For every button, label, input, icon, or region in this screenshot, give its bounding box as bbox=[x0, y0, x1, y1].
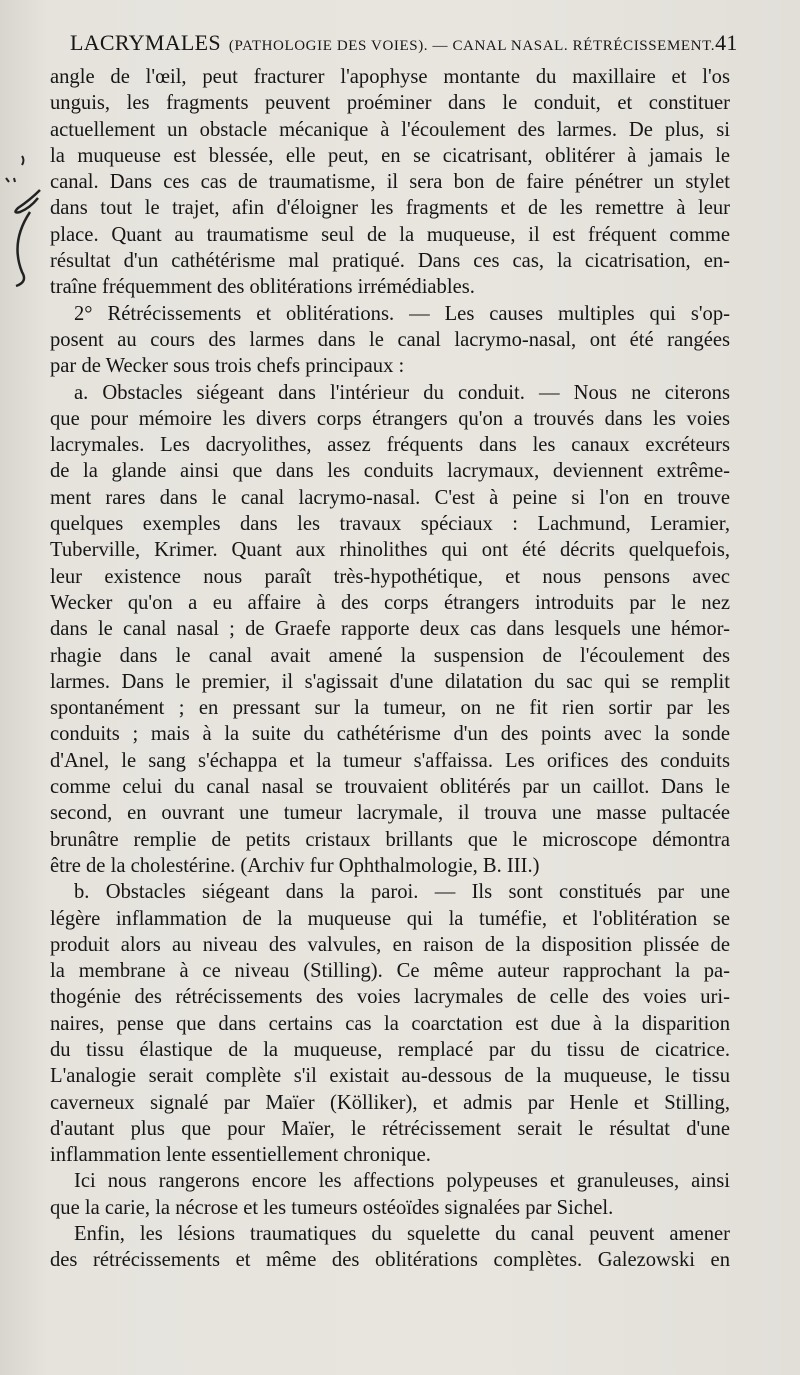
text-line: quelques exemples dans les travaux spéciaux : Lachmund, Leramier, bbox=[50, 513, 730, 536]
text-line: des rétrécissements et même des oblitérations complètes. Galezowski en bbox=[50, 1249, 730, 1272]
text-line: d'autant plus que pour Maïer, le rétrécissement serait le résultat d'une bbox=[50, 1117, 730, 1140]
text-line: d'Anel, le sang s'échappa et la tumeur s'affaissa. Les orifices des conduits bbox=[50, 749, 730, 772]
header-title: LACRYMALES bbox=[70, 30, 221, 55]
text-line: larmes. Dans le premier, il s'agissait d'une dilatation du sac qui se remplit bbox=[50, 670, 730, 693]
text-line: Ici nous rangerons encore les affections polypeuses et granuleuses, ainsi bbox=[74, 1170, 730, 1193]
text-line: dans tout le trajet, afin d'éloigner les fragments et de les remettre à leur bbox=[50, 197, 730, 220]
text-line: naires, pense que dans certains cas la coarctation est due à la disparition bbox=[50, 1012, 730, 1035]
text-line: produit alors au niveau des valvules, en raison de la disposition plissée de bbox=[50, 933, 730, 956]
text-line: b. Obstacles siégeant dans la paroi. — Ils sont constitués par une bbox=[74, 881, 730, 904]
text-line: traîne fréquemment des oblitérations irrémédiables. bbox=[50, 276, 475, 299]
header-subtitle: (PATHOLOGIE DES VOIES). — CANAL NASAL. RÉTRÉCISSEMENT. bbox=[228, 38, 716, 54]
text-line: leur existence nous paraît très-hypothétique, et nous pensons avec bbox=[50, 565, 730, 588]
text-line: que la carie, la nécrose et les tumeurs ostéoïdes signalées par Sichel. bbox=[50, 1196, 614, 1219]
text-line: thogénie des rétrécissements des voies lacrymales de celle des voies uri- bbox=[50, 986, 730, 1009]
text-line: brunâtre remplie de petits cristaux brillants que le microscope démontra bbox=[50, 828, 730, 851]
body-text bbox=[50, 64, 730, 1274]
text-line: résultat d'un cathétérisme mal pratiqué. Dans ces cas, la cicatrisation, en- bbox=[50, 250, 730, 273]
text-line: dans le canal nasal ; de Graefe rapporte deux cas dans lesquels une hémor- bbox=[50, 618, 730, 641]
running-header bbox=[70, 30, 738, 60]
text-line: posent au cours des larmes dans le canal lacrymo-nasal, ont été rangées bbox=[50, 328, 730, 351]
text-line: conduits ; mais à la suite du cathétérisme d'un des points avec la sonde bbox=[50, 723, 730, 746]
text-line: inflammation lente essentiellement chronique. bbox=[50, 1144, 431, 1167]
text-line: comme celui du canal nasal se trouvaient oblitérés par un caillot. Dans le bbox=[50, 776, 730, 799]
text-line: Wecker qu'on a eu affaire à des corps étrangers introduits par le nez bbox=[50, 591, 730, 614]
text-line: unguis, les fragments peuvent proéminer dans le conduit, et constituer bbox=[50, 92, 730, 115]
text-line: actuellement un obstacle mécanique à l'écoulement des larmes. De plus, si bbox=[50, 118, 730, 141]
text-line: L'analogie serait complète s'il existait au-dessous de la muqueuse, le tissu bbox=[50, 1065, 730, 1088]
text-line: la muqueuse est blessée, elle peut, en se cicatrisant, oblitérer à jamais le bbox=[50, 144, 730, 167]
handwritten-margin-mark bbox=[0, 150, 48, 290]
text-line: caverneux signalé par Maïer (Kölliker), et admis par Henle et Stilling, bbox=[50, 1091, 730, 1114]
text-line: du tissu élastique de la muqueuse, remplacé par du tissu de cicatrice. bbox=[50, 1038, 730, 1061]
text-line: de la glande ainsi que dans les conduits lacrymaux, deviennent extrême- bbox=[50, 460, 730, 483]
text-line: 2° Rétrécissements et oblitérations. — Les causes multiples qui s'op- bbox=[74, 302, 730, 325]
text-line: lacrymales. Les dacryolithes, assez fréquents dans les canaux excréteurs bbox=[50, 434, 730, 457]
text-line: spontanément ; en pressant sur la tumeur, on ne fit rien sortir par les bbox=[50, 697, 730, 720]
text-line: rhagie dans le canal avait amené la suspension de l'écoulement des bbox=[50, 644, 730, 667]
text-line: Enfin, les lésions traumatiques du squelette du canal peuvent amener bbox=[74, 1223, 730, 1246]
text-line: a. Obstacles siégeant dans l'intérieur du conduit. — Nous ne citerons bbox=[74, 381, 730, 404]
text-line: par de Wecker sous trois chefs principaux : bbox=[50, 355, 405, 378]
text-line: second, en ouvrant une tumeur lacrymale, il trouva une masse pultacée bbox=[50, 802, 730, 825]
text-line: Tuberville, Krimer. Quant aux rhinolithes qui ont été décrits quelquefois, bbox=[50, 539, 730, 562]
page-number: 41 bbox=[715, 30, 738, 55]
text-line: la membrane à ce niveau (Stilling). Ce même auteur rapprochant la pa- bbox=[50, 960, 730, 983]
text-line: que pour mémoire les divers corps étrangers qu'on a trouvés dans les voies bbox=[50, 407, 730, 430]
text-line: canal. Dans ces cas de traumatisme, il sera bon de faire pénétrer un stylet bbox=[50, 171, 730, 194]
text-line: place. Quant au traumatisme seul de la muqueuse, il est fréquent comme bbox=[50, 223, 730, 246]
text-line: légère inflammation de la muqueuse qui la tuméfie, et l'oblitération se bbox=[50, 907, 730, 930]
text-line: ment rares dans le canal lacrymo-nasal. C'est à peine si l'on en trouve bbox=[50, 486, 730, 509]
text-line: angle de l'œil, peut fracturer l'apophyse montante du maxillaire et l'os bbox=[50, 66, 730, 88]
text-line: être de la cholestérine. (Archiv fur Ophthalmologie, B. III.) bbox=[50, 854, 540, 877]
